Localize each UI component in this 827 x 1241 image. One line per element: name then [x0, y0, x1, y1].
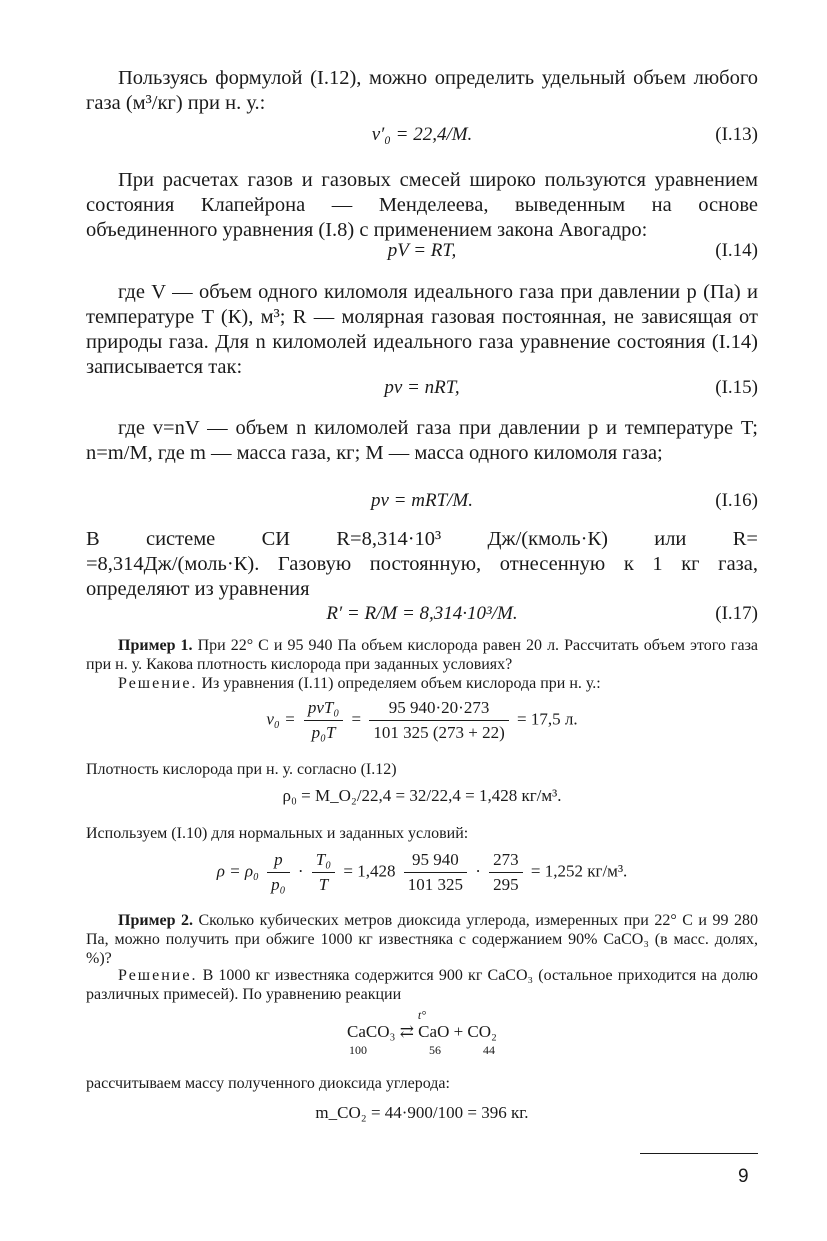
rho-mid: = 1,428: [343, 861, 396, 881]
equation-i13-number: (I.13): [715, 124, 758, 145]
example-2: [86, 911, 758, 968]
paragraph-3: где V — объем одного киломоля идеального газа при давлении p (Па) и температуре T (К), м³; R — молярная газовая постоянная, не зависящая от природы газа. Для n киломолей идеального газа уравнение состояния (I.14) записывается так:: [86, 281, 758, 378]
rho-fraction-1: [267, 850, 289, 895]
equation-i17-formula: R′ = R/M = 8,314·10³/M.: [326, 603, 518, 624]
rho-fraction-3: [404, 850, 467, 895]
fraction-denominator: p₀T: [311, 723, 336, 742]
rho-result: = 1,252 кг/м³.: [530, 861, 628, 881]
mass-caco3: 100: [349, 1043, 367, 1057]
rho-fraction-2: [312, 850, 335, 895]
equation-i13: [86, 124, 758, 150]
equation-i16-formula: pv = mRT/M.: [370, 490, 473, 511]
rho-lhs: ρ = ρ₀: [216, 861, 259, 881]
example-2-solution: [86, 966, 758, 1004]
reaction-condition: t°: [417, 1008, 427, 1022]
paragraph-4: где v=nV — объем n киломолей газа при давлении p и температуре T; n=m/M, где m — масса газа, кг; M — масса одного киломоля газа;: [86, 417, 758, 464]
equation-mass: m_CO₂ = 44·900/100 = 396 кг.: [315, 1103, 529, 1122]
use-text: Используем (I.10) для нормальных и заданных условий:: [86, 825, 469, 842]
word-5: Дж/(кмоль·К): [487, 528, 608, 550]
reaction-equation: CaCO₃ ⇄ CaO + CO₂: [347, 1022, 497, 1041]
word-1: В: [86, 528, 100, 550]
solution-text: Из уравнения (I.11) определяем объем кислорода при н. у.:: [201, 675, 601, 692]
solution-label: Решение.: [118, 967, 198, 984]
word-6: или: [654, 528, 687, 550]
word-2: системе: [145, 528, 216, 550]
fraction-denominator: 295: [493, 875, 519, 894]
fraction-denominator: 101 325: [407, 875, 463, 894]
equation-i14-number: (I.14): [715, 240, 758, 261]
equation-i17-number: (I.17): [715, 603, 758, 624]
fraction-numerator: 273: [489, 850, 523, 873]
equation-rho: [86, 850, 758, 895]
v0-result: = 17,5 л.: [517, 709, 578, 729]
paragraph-2: При расчетах газов и газовых смесей широко пользуются уравнением состояния Клапейрона — Менделеева, выведенным на основе объединенного уравнения (I.8) с применением закона Авогадро:: [86, 169, 758, 241]
fraction-numerator: p: [267, 850, 289, 873]
equation-i14-formula: pV = RT,: [387, 240, 457, 261]
page-number: 9: [738, 1166, 749, 1187]
rho-fraction-4: [489, 850, 523, 895]
equation-v0: [86, 698, 758, 743]
fraction-numerator: 95 940·20·273: [369, 698, 508, 721]
word-3: СИ: [261, 528, 291, 550]
equation-i13-formula: v′₀ = 22,4/M.: [371, 124, 473, 145]
paragraph-5-first-line: [86, 527, 758, 552]
equation-rho0: ρ₀ = M_O₂/22,4 = 32/22,4 = 1,428 кг/м³.: [282, 786, 562, 805]
solution-label: Решение.: [118, 675, 198, 692]
v0-fraction-2: [369, 698, 508, 743]
equation-i15-formula: pv = nRT,: [384, 377, 460, 398]
example-1-label: Пример 1.: [118, 637, 193, 654]
example-2-label: Пример 2.: [118, 912, 193, 929]
equation-i17: [86, 603, 758, 629]
example-1-text: При 22° C и 95 940 Па объем кислорода равен 20 л. Рассчитать объем этого газа при н. у. Какова плотность кислорода при заданных условиях?: [86, 637, 759, 673]
rho-dot-2: ·: [475, 861, 481, 881]
equation-i15-number: (I.15): [715, 377, 758, 398]
example-1-solution: [86, 674, 758, 693]
fraction-numerator: 95 940: [404, 850, 467, 873]
mass-cao: 56: [429, 1043, 441, 1057]
mass-text: рассчитываем массу полученного диоксида углерода:: [86, 1075, 450, 1092]
example-1: [86, 636, 758, 674]
word-4: R=8,314·10³: [336, 528, 442, 550]
footer-rule: [640, 1153, 758, 1154]
paragraph-5-rest: =8,314Дж/(моль·К). Газовую постоянную, отнесенную к 1 кг газа, определяют из уравнения: [86, 553, 758, 600]
v0-lhs: v₀ =: [266, 709, 296, 729]
mass-co2: 44: [483, 1043, 495, 1057]
paragraph-5: [86, 527, 758, 602]
equation-i16-number: (I.16): [715, 490, 758, 511]
equation-i14: [86, 240, 758, 266]
v0-fraction-1: [304, 698, 343, 743]
fraction-denominator: p₀: [271, 875, 286, 894]
solution-text: В 1000 кг известняка содержится 900 кг CaCO₃ (остальное приходится на долю различных примесей). По уравнению реакции: [86, 967, 758, 1003]
rho-dot: ·: [297, 861, 304, 881]
reaction-masses: [86, 1043, 758, 1058]
equation-i15: [86, 377, 758, 403]
fraction-numerator: pvT₀: [304, 698, 343, 721]
example-2-text: Сколько кубических метров диоксида углерода, измеренных при 22° C и 99 280 Па, можно получить при обжиге 1000 кг известняка с содержанием 90% CaCO₃ (в масс. долях, %)?: [86, 912, 759, 967]
word-7: R=: [732, 528, 758, 550]
fraction-denominator: T: [318, 875, 329, 894]
density-text: Плотность кислорода при н. у. согласно (I.12): [86, 761, 397, 778]
paragraph-1: Пользуясь формулой (I.12), можно определить удельный объем любого газа (м³/кг) при н. у.:: [86, 67, 758, 114]
fraction-denominator: 101 325 (273 + 22): [373, 723, 505, 742]
fraction-numerator: T₀: [312, 850, 335, 873]
v0-equals: =: [351, 709, 362, 729]
equation-i16: [86, 490, 758, 516]
